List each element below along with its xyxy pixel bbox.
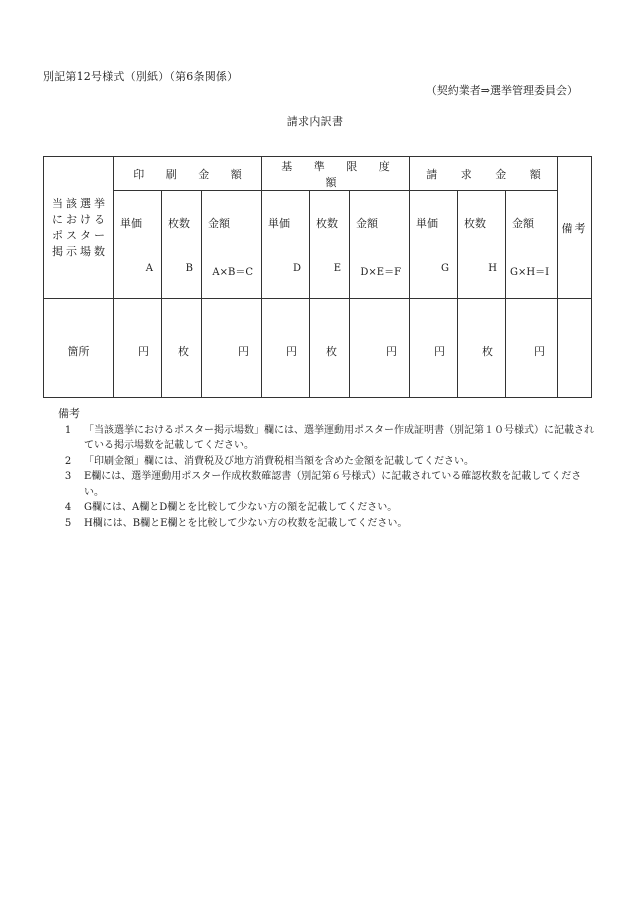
printing-amount-header: 印 刷 金 額 [114,157,262,191]
col-i-cell[interactable]: 円 [506,299,558,398]
note-item [58,516,598,532]
note-item [58,500,598,516]
claim-amount-header: 請 求 金 額 [410,157,558,191]
poster-location-count-header: 当該選挙におけるポスター掲示場数 [44,157,114,299]
col-i-header: 金額 G×H＝I [506,191,558,299]
note-text: E欄には、選挙運動用ポスター作成枚数確認書（別記第６号様式）に記載されている確認枚数を記載してください。 [84,471,582,498]
remarks-header: 備考 [558,157,592,299]
col-d-header: 単価 D [262,191,310,299]
note-item [58,469,598,500]
col-f-header: 金額 D×E＝F [350,191,410,299]
note-number: 4 [64,502,72,513]
note-number: 5 [64,517,72,529]
remarks-cell[interactable] [558,299,592,398]
col-b-cell[interactable]: 枚 [162,299,202,398]
table-row [44,299,592,398]
notes-title: 備考 [58,407,80,420]
note-text: 「印刷金額」欄には、消費税及び地方消費税相当額を含めた金額を記載してください。 [84,455,474,467]
claim-breakdown-table [43,156,592,398]
col-h-header: 枚数 H [458,191,506,299]
standard-limit-header: 基 準 限 度 額 [262,157,410,191]
notes-section [58,406,598,531]
note-text: 「当該選挙におけるポスター掲示場数」欄には、選挙運動用ポスター作成証明書（別記第１０号様式）に記載されている掲示場数を記載してください。 [84,424,594,451]
note-number: 2 [64,455,72,467]
col-h-cell[interactable]: 枚 [458,299,506,398]
document-title: 請求内訳書 [286,115,344,128]
col-d-cell[interactable]: 円 [262,299,310,398]
col-b-header: 枚数 B [162,191,202,299]
col-a-header: 単価 A [114,191,162,299]
col-c-cell[interactable]: 円 [202,299,262,398]
note-number: 3 [64,471,72,482]
note-text: H欄には、B欄とE欄とを比較して少ない方の枚数を記載してください。 [84,517,408,529]
note-item [58,423,598,454]
note-number: 1 [64,424,72,436]
col-e-cell[interactable]: 枚 [310,299,350,398]
col-a-cell[interactable]: 円 [114,299,162,398]
col-g-header: 単価 G [410,191,458,299]
submission-direction: （契約業者⇒選挙管理委員会） [425,84,578,97]
col-f-cell[interactable]: 円 [350,299,410,398]
col-g-cell[interactable]: 円 [410,299,458,398]
note-text: G欄には、A欄とD欄とを比較して少ない方の額を記載してください。 [84,502,398,513]
col-c-header: 金額 A×B＝C [202,191,262,299]
col-e-header: 枚数 E [310,191,350,299]
note-item [58,454,598,470]
location-count-cell[interactable]: 箇所 [44,299,114,398]
form-reference: 別記第12号様式（別紙）（第6条関係） [43,70,239,83]
